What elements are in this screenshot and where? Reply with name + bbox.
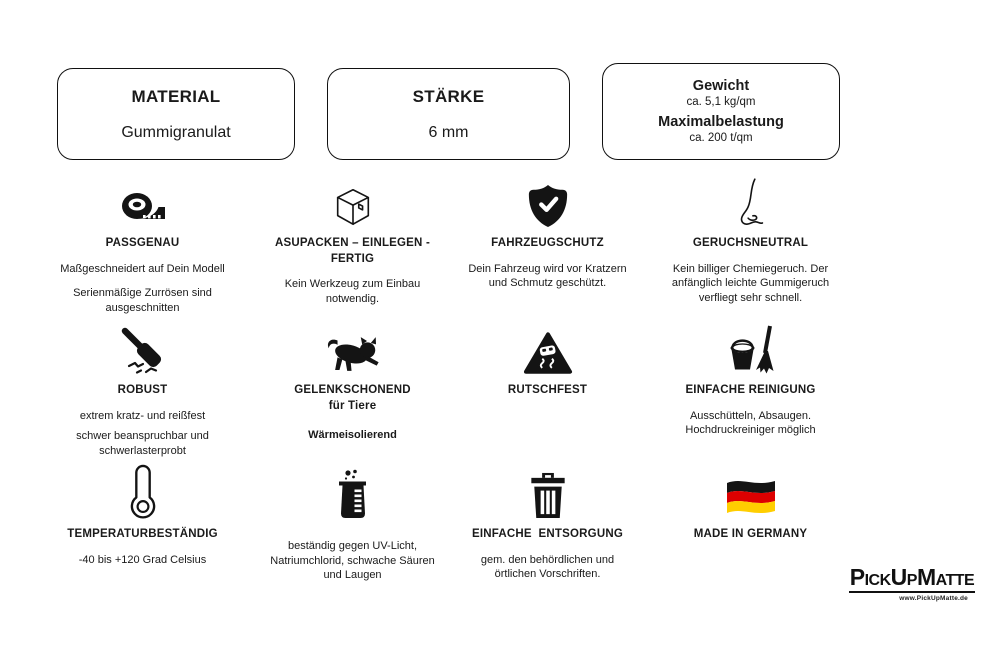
brand-logo-text: PICKUPMATTE: [849, 566, 975, 593]
bucket-broom-icon: [723, 326, 779, 376]
feature-entsorgung: [440, 466, 655, 582]
feature-title: FAHRZEUGSCHUTZ: [491, 237, 604, 249]
feature-title: für Tiere: [328, 399, 377, 412]
nose-icon: [732, 183, 770, 229]
feature-title: EINFACHE REINIGUNG: [685, 384, 816, 396]
feature-text: Kein billiger Chemiegeruch. Der anfänglich leichte Gummigeruch verfliegt sehr schnell.: [671, 262, 830, 304]
feature-reinigung: [643, 326, 858, 438]
spec-title: Gewicht: [692, 77, 750, 94]
feature-title: ASUPACKEN – EINLEGEN -: [275, 237, 430, 249]
feature-title: TEMPERATURBESTÄNDIG: [67, 528, 218, 540]
shield-check-icon: [526, 183, 570, 229]
package-box-icon: [331, 183, 375, 229]
feature-fahrzeugschutz: [440, 183, 655, 291]
feature-text: schwer beanspruchbar und schwerlasterprobt: [76, 430, 209, 457]
spec-title: Maximalbelastung: [658, 114, 784, 130]
feature-title: ROBUST: [117, 384, 168, 396]
spec-box-gewicht: [602, 63, 840, 160]
thermometer-icon: [127, 466, 159, 520]
spec-value: ca. 5,1 kg/qm: [686, 96, 756, 109]
feature-title: EINFACHE ENTSORGUNG: [472, 528, 623, 540]
feature-made-in-germany: [643, 466, 858, 543]
feature-geruchsneutral: [643, 183, 858, 305]
feature-title: GERUCHSNEUTRAL: [692, 237, 809, 249]
feature-text: Ausschütteln, Absaugen. Hochdruckreiniger möglich: [685, 409, 816, 437]
feature-text: gem. den behördlichen und örtlichen Vorschriften.: [480, 553, 615, 581]
feature-text: Wärmeisolierend: [308, 429, 397, 442]
spec-value: ca. 200 t/qm: [689, 132, 753, 145]
feature-text: Maßgeschneidert auf Dein Modell: [60, 262, 225, 275]
feature-text: Dein Fahrzeug wird vor Kratzern und Schmutz geschützt.: [468, 262, 627, 290]
beaker-icon: [331, 466, 375, 520]
feature-title: FERTIG: [330, 252, 375, 265]
spec-box-material: [57, 68, 295, 160]
brand-website: www.PickUpMatte.de: [899, 595, 968, 602]
cat-icon: [324, 326, 382, 376]
spec-value: Gummigranulat: [121, 123, 231, 141]
feature-text: -40 bis +120 Grad Celsius: [78, 553, 207, 566]
spec-value: 6 mm: [428, 123, 469, 141]
feature-passgenau: [35, 183, 250, 315]
feature-robust: [35, 326, 250, 458]
spec-title: STÄRKE: [412, 86, 485, 106]
german-flag-icon: [722, 466, 780, 520]
brand-logo: [846, 566, 978, 602]
feature-title: PASSGENAU: [105, 237, 180, 249]
feature-temperatur: [35, 466, 250, 567]
hammer-icon: [116, 326, 170, 376]
trash-icon: [527, 466, 569, 520]
feature-title: MADE IN GERMANY: [693, 528, 808, 540]
feature-rutschfest: [440, 326, 655, 399]
feature-text: extrem kratz- und reißfest: [79, 409, 206, 422]
feature-text: Kein Werkzeug zum Einbau notwendig.: [284, 278, 421, 305]
feature-text: Serienmäßige Zurrösen sind ausgeschnitten: [73, 287, 212, 314]
feature-title: RUTSCHFEST: [507, 384, 588, 396]
feature-gelenkschonend: [245, 326, 460, 443]
measuring-tape-icon: [120, 183, 166, 229]
spec-box-staerke: [327, 68, 570, 160]
spec-title: MATERIAL: [131, 86, 221, 106]
feature-auspacken: [245, 183, 460, 306]
feature-text: beständig gegen UV-Licht, Natriumchlorid, schwache Säuren und Laugen: [270, 540, 435, 582]
feature-chemiebestaendig: [245, 466, 460, 583]
feature-title: GELENKSCHONEND: [294, 384, 411, 396]
slippery-road-icon: [523, 326, 573, 376]
